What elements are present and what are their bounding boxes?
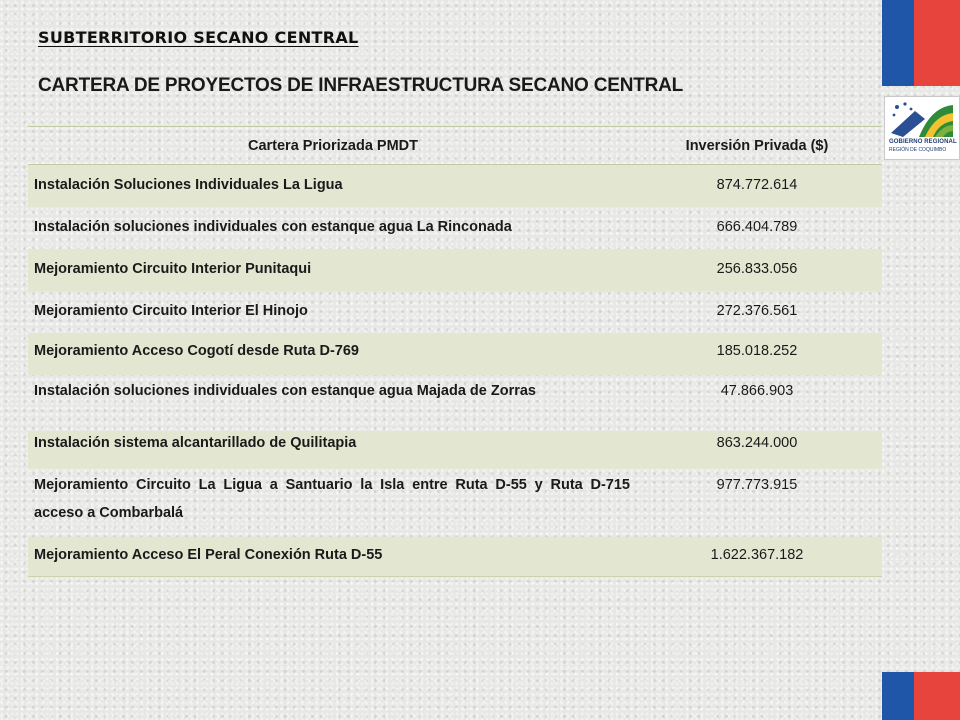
- flag-blue-band: [882, 0, 914, 86]
- table-row: [28, 431, 882, 469]
- project-name: Instalación Soluciones Individuales La Ligua: [34, 177, 343, 193]
- table-row: [28, 165, 882, 207]
- investment-amount: 272.376.561: [716, 303, 798, 319]
- flag-stripe-bottom: [882, 672, 960, 720]
- table-row: [28, 469, 882, 537]
- project-name: Instalación soluciones individuales con estanque agua Majada de Zorras: [34, 383, 536, 399]
- project-name: Mejoramiento Circuito La Ligua a Santuario la Isla entre Ruta D-55 y Ruta D-715 acceso a Combarbalá: [34, 477, 630, 521]
- table-row: [28, 291, 882, 333]
- flag-red-band: [914, 0, 960, 86]
- project-name: Mejoramiento Circuito Interior El Hinojo: [34, 303, 308, 319]
- table-row: [28, 375, 882, 431]
- investment-amount: 666.404.789: [716, 219, 798, 235]
- table-row: [28, 207, 882, 249]
- project-name: Instalación soluciones individuales con estanque agua La Rinconada: [34, 219, 512, 235]
- investment-amount: 256.833.056: [716, 261, 798, 277]
- table-row: [28, 249, 882, 291]
- investment-amount: 874.772.614: [716, 177, 798, 193]
- investment-amount: 185.018.252: [716, 343, 798, 359]
- project-name: Mejoramiento Acceso El Peral Conexión Ruta D-55: [34, 547, 383, 563]
- gobierno-regional-logo: [884, 96, 960, 160]
- page-title: CARTERA DE PROYECTOS DE INFRAESTRUCTURA SECANO CENTRAL: [38, 75, 684, 96]
- logo-line2: REGIÓN DE COQUIMBO: [889, 147, 947, 153]
- table-row: [28, 333, 882, 375]
- project-name: Mejoramiento Acceso Cogotí desde Ruta D-769: [34, 343, 359, 359]
- subterritory-heading: SUBTERRITORIO SECANO CENTRAL: [38, 28, 359, 47]
- flag-blue-band: [882, 672, 914, 720]
- table-header-row: [28, 127, 882, 165]
- flag-stripe-top: [882, 0, 960, 86]
- column-header-investment: Inversión Privada ($): [685, 138, 829, 154]
- projects-table: [28, 126, 882, 577]
- investment-amount: 1.622.367.182: [710, 547, 804, 563]
- column-header-project: Cartera Priorizada PMDT: [247, 138, 419, 154]
- project-name: Instalación sistema alcantarillado de Quilitapia: [34, 435, 357, 451]
- investment-amount: 977.773.915: [716, 477, 798, 493]
- logo-emblem-icon: [885, 97, 959, 141]
- project-name: Mejoramiento Circuito Interior Punitaqui: [34, 261, 312, 277]
- investment-amount: 47.866.903: [720, 383, 794, 399]
- table-row: [28, 537, 882, 577]
- logo-line1: GOBIERNO REGIONAL: [889, 139, 957, 145]
- investment-amount: 863.244.000: [716, 435, 798, 451]
- flag-red-band: [914, 672, 960, 720]
